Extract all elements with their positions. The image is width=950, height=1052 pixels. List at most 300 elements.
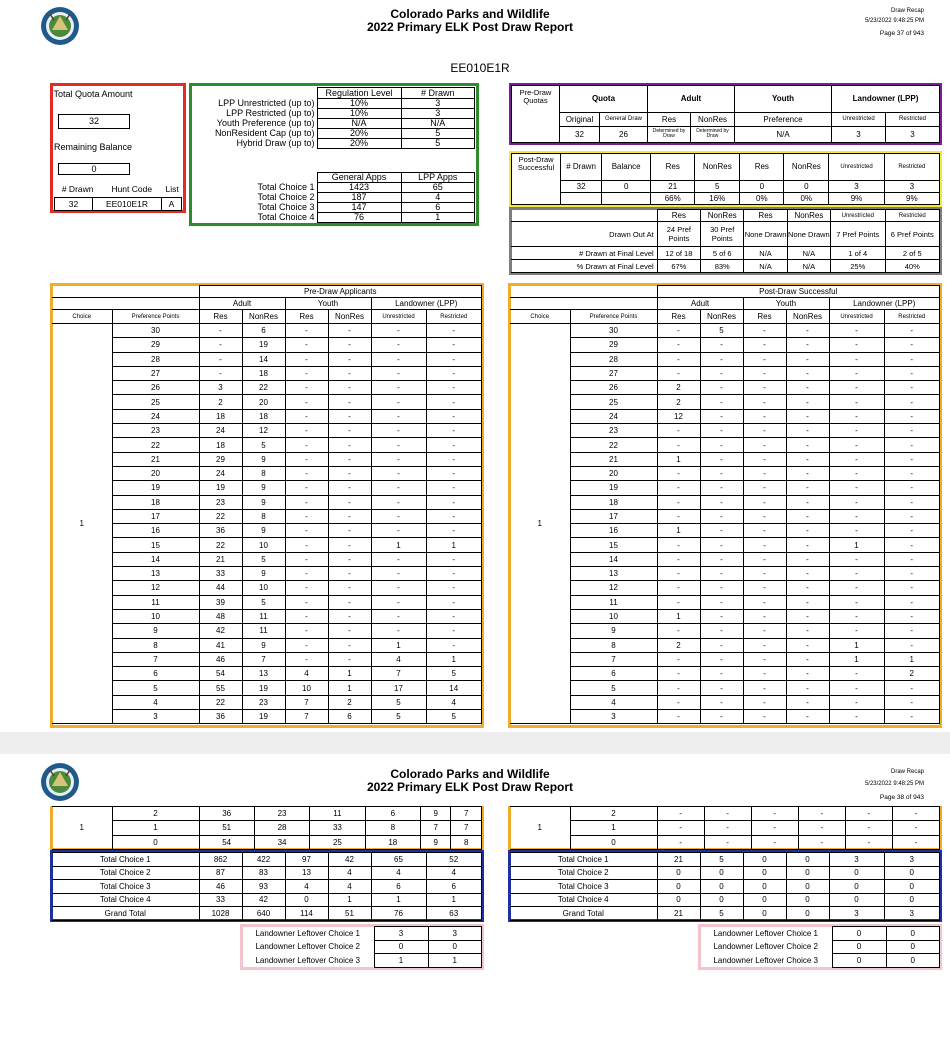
applicants-value-cell: - [285, 452, 328, 466]
successful-value-cell: - [657, 667, 700, 681]
applicants-total-value: 4 [285, 880, 328, 894]
successful-value-cell: - [845, 807, 892, 821]
applicants-total-value: 83 [242, 866, 285, 880]
nonres-header: NonRes [691, 112, 735, 126]
applicants-data-row [52, 652, 482, 666]
applicants-points-cell: 29 [112, 338, 199, 352]
applicants-total-value: 93 [242, 880, 285, 894]
regulation-label: Youth Preference (up to) [216, 118, 315, 128]
successful-value-cell: - [743, 595, 786, 609]
drawn-out-row [511, 247, 940, 260]
applicants-value-cell: 19 [199, 481, 242, 495]
successful-value-cell: 2 [657, 638, 700, 652]
applicants-total-value: 33 [199, 893, 242, 907]
applicants-value-cell: 28 [254, 821, 309, 835]
successful-value-cell: - [829, 338, 884, 352]
applicants-points-cell: 6 [112, 667, 199, 681]
successful-data-row [510, 481, 940, 495]
successful-value-cell: - [884, 452, 940, 466]
applicants-points-cell: 2 [112, 807, 199, 821]
successful-value-cell: - [884, 638, 940, 652]
applicants-total-value: 1 [328, 893, 371, 907]
applicants-value-cell: - [285, 595, 328, 609]
applicants-value-cell: 7 [285, 695, 328, 709]
successful-data-row [510, 509, 940, 523]
successful-value-cell: - [700, 481, 743, 495]
pd-h-0: # Drawn [561, 154, 602, 181]
successful-value-cell: - [786, 524, 829, 538]
regulation-label: LPP Unrestricted (up to) [218, 98, 315, 108]
applicants-cont-table [52, 806, 482, 850]
general-apps-value: 76 [317, 213, 401, 223]
applicants-value-cell: 36 [199, 807, 254, 821]
successful-value-cell: - [884, 509, 940, 523]
successful-total-value: 0 [829, 880, 884, 894]
applicants-value-cell: - [328, 438, 371, 452]
successful-total-value: 21 [657, 853, 700, 867]
regulation-table [193, 87, 475, 149]
applicants-value-cell: - [328, 552, 371, 566]
applicants-value-cell: 1 [426, 538, 482, 552]
successful-table [510, 285, 940, 724]
applicants-leftover-unres: 3 [374, 927, 428, 941]
applicants-value-cell: - [285, 366, 328, 380]
regulation-label: NonResident Cap (up to) [214, 128, 315, 138]
applicants-data-row [52, 581, 482, 595]
applicants-value-cell: - [371, 481, 426, 495]
drawn-out-value: 7 Pref Points [831, 222, 885, 247]
applicants-value-cell: - [371, 595, 426, 609]
applicants-value-cell: - [285, 395, 328, 409]
applicants-value-cell: - [285, 638, 328, 652]
applicants-value-cell: 54 [199, 835, 254, 849]
applicants-value-cell: - [371, 338, 426, 352]
successful-value-cell: - [786, 695, 829, 709]
applicants-total-value: 13 [285, 866, 328, 880]
applicants-total-value: 862 [199, 853, 242, 867]
pd-h-5: NonRes [784, 154, 829, 181]
successful-value-cell: 12 [657, 409, 700, 423]
applicants-value-cell: 9 [421, 807, 451, 821]
successful-value-cell: - [657, 652, 700, 666]
successful-totals-box [508, 850, 942, 922]
successful-total-label: Grand Total [510, 907, 657, 921]
successful-data-row [510, 807, 940, 821]
applicants-value-cell: 18 [199, 438, 242, 452]
successful-data-row [510, 710, 940, 724]
choice-apps-row [193, 213, 475, 223]
successful-value-cell: - [786, 538, 829, 552]
applicants-value-cell: 46 [199, 652, 242, 666]
applicants-points-cell: 24 [112, 409, 199, 423]
applicants-value-cell: - [426, 595, 482, 609]
successful-value-cell: - [657, 595, 700, 609]
pd-h-2: Res [651, 154, 695, 181]
applicants-value-cell: 36 [199, 710, 242, 724]
successful-value-cell: - [657, 681, 700, 695]
successful-value-cell: - [884, 552, 940, 566]
preference-header: Preference [735, 112, 832, 126]
successful-points-cell: 11 [570, 595, 657, 609]
applicants-value-cell: 10 [242, 581, 285, 595]
successful-value-cell: - [786, 424, 829, 438]
applicants-total-row [52, 853, 482, 867]
successful-value-cell: - [829, 409, 884, 423]
successful-value-cell: - [743, 638, 786, 652]
successful-leftover-restr: 0 [886, 940, 940, 954]
postdraw-cell: 3 [829, 180, 884, 192]
successful-data-row [510, 552, 940, 566]
applicants-value-cell: 9 [242, 481, 285, 495]
postdraw-cell: 9% [829, 192, 884, 204]
applicants-value-cell: 54 [199, 667, 242, 681]
applicants-value-cell: - [285, 438, 328, 452]
successful-points-cell: 4 [570, 695, 657, 709]
applicants-data-row [52, 352, 482, 366]
unrestricted-header: Unrestricted [832, 112, 886, 126]
applicants-value-cell: 5 [242, 552, 285, 566]
successful-value-cell: - [786, 509, 829, 523]
applicants-value-cell: 13 [242, 667, 285, 681]
applicants-value-cell: 19 [242, 681, 285, 695]
applicants-value-cell: 41 [199, 638, 242, 652]
app-points-header: Preference Points [112, 310, 199, 324]
drawn-out-header: Unrestricted [831, 210, 885, 222]
successful-data-row [510, 466, 940, 480]
applicants-data-row [52, 452, 482, 466]
list-header: List [165, 183, 179, 194]
successful-data-row [510, 609, 940, 623]
applicants-value-cell: - [328, 395, 371, 409]
applicants-points-cell: 9 [112, 624, 199, 638]
applicants-value-cell: 7 [451, 807, 482, 821]
successful-total-value: 0 [786, 907, 829, 921]
applicants-points-cell: 5 [112, 681, 199, 695]
applicants-data-row [52, 466, 482, 480]
successful-points-cell: 22 [570, 438, 657, 452]
successful-value-cell: 1 [657, 524, 700, 538]
applicants-value-cell: - [285, 409, 328, 423]
applicants-value-cell: - [371, 352, 426, 366]
regulation-drawn: 3 [401, 99, 475, 109]
successful-choice-value: 1 [510, 324, 570, 724]
successful-value-cell: - [657, 624, 700, 638]
successful-value-cell: - [884, 438, 940, 452]
successful-value-cell: - [892, 807, 939, 821]
successful-data-row [510, 567, 940, 581]
successful-value-cell: - [786, 567, 829, 581]
applicants-points-cell: 21 [112, 452, 199, 466]
app-choice-header: Choice [52, 310, 112, 324]
applicants-value-cell: 33 [310, 821, 365, 835]
successful-total-row [510, 880, 940, 894]
drawn-out-value: N/A [744, 247, 787, 260]
unrestricted-value: 3 [832, 126, 886, 142]
successful-data-row [510, 524, 940, 538]
successful-value-cell: - [829, 710, 884, 724]
lpp-apps-value: 65 [401, 183, 475, 193]
drawn-out-row [511, 260, 940, 273]
choice-label: Total Choice 2 [257, 192, 315, 202]
postdraw-cell: 0 [602, 180, 651, 192]
successful-data-row [510, 581, 940, 595]
successful-value-cell: - [743, 681, 786, 695]
applicants-total-value: 0 [285, 893, 328, 907]
successful-value-cell: - [798, 807, 845, 821]
successful-points-cell: 30 [570, 324, 657, 338]
successful-value-cell: - [657, 352, 700, 366]
applicants-leftover-row [242, 927, 482, 941]
applicants-value-cell: 7 [451, 821, 482, 835]
successful-value-cell: - [884, 338, 940, 352]
cpw-logo-icon [38, 6, 82, 46]
applicants-value-cell: 39 [199, 595, 242, 609]
applicants-points-cell: 11 [112, 595, 199, 609]
org-title: Colorado Parks and Wildlife [390, 7, 550, 21]
applicants-data-row [52, 567, 482, 581]
successful-value-cell: 1 [657, 452, 700, 466]
drawn-out-label: Drawn Out At [511, 222, 657, 247]
successful-value-cell: - [829, 581, 884, 595]
successful-value-cell: - [829, 695, 884, 709]
successful-total-value: 0 [700, 880, 743, 894]
successful-leftover-table [700, 926, 940, 968]
applicants-value-cell: - [328, 452, 371, 466]
successful-value-cell: - [786, 652, 829, 666]
applicants-value-cell: 36 [199, 524, 242, 538]
applicants-data-row [52, 552, 482, 566]
successful-total-value: 0 [884, 866, 940, 880]
applicants-value-cell: - [285, 609, 328, 623]
applicants-value-cell: 3 [199, 381, 242, 395]
applicants-value-cell: 21 [199, 552, 242, 566]
applicants-total-value: 51 [328, 907, 371, 921]
successful-value-cell: 1 [829, 638, 884, 652]
successful-cont-box [508, 806, 942, 851]
successful-value-cell: - [743, 381, 786, 395]
applicants-points-cell: 23 [112, 424, 199, 438]
successful-points-cell: 5 [570, 681, 657, 695]
applicants-value-cell: 1 [328, 667, 371, 681]
applicants-leftover-restr: 1 [428, 954, 482, 968]
drawn-header: # Drawn [61, 183, 94, 194]
successful-value-cell: - [700, 466, 743, 480]
successful-data-row [510, 681, 940, 695]
postdraw-cell: 0 [740, 180, 784, 192]
applicants-value-cell: - [426, 324, 482, 338]
postdraw-cell: 16% [695, 192, 740, 204]
suc-col-3: NonRes [786, 310, 829, 324]
applicants-value-cell: - [371, 495, 426, 509]
successful-value-cell: - [829, 681, 884, 695]
applicants-total-label: Grand Total [52, 907, 199, 921]
choice-label: Total Choice 3 [257, 202, 315, 212]
applicants-data-row [52, 667, 482, 681]
successful-value-cell: - [884, 538, 940, 552]
applicants-value-cell: - [285, 495, 328, 509]
suc-col-4: Unrestricted [829, 310, 884, 324]
successful-data-row [510, 652, 940, 666]
successful-value-cell: - [884, 324, 940, 338]
report-title: 2022 Primary ELK Post Draw Report [366, 20, 574, 34]
applicants-points-cell: 14 [112, 552, 199, 566]
regulation-box [189, 83, 479, 226]
applicants-value-cell: 7 [242, 652, 285, 666]
applicants-value-cell: - [328, 381, 371, 395]
applicants-value-cell: - [426, 481, 482, 495]
applicants-points-cell: 13 [112, 567, 199, 581]
drawn-out-box [509, 207, 942, 275]
applicants-value-cell: 44 [199, 581, 242, 595]
successful-value-cell: 2 [657, 395, 700, 409]
nonres-value: Determined by Draw [691, 126, 735, 142]
applicants-value-cell: 51 [199, 821, 254, 835]
successful-value-cell: - [786, 466, 829, 480]
applicants-value-cell: 9 [242, 567, 285, 581]
applicants-totals-table [52, 852, 482, 921]
applicants-data-row [52, 366, 482, 380]
app-col-1: NonRes [242, 310, 285, 324]
applicants-value-cell: - [199, 366, 242, 380]
successful-points-cell: 12 [570, 581, 657, 595]
applicants-value-cell: - [328, 595, 371, 609]
applicants-value-cell: 29 [199, 452, 242, 466]
drawn-out-value: 24 Pref Points [657, 222, 700, 247]
successful-data-row [510, 495, 940, 509]
successful-total-row [510, 893, 940, 907]
successful-value-cell: - [700, 495, 743, 509]
successful-value-cell: - [743, 438, 786, 452]
successful-value-cell: - [657, 509, 700, 523]
drawn-out-label: % Drawn at Final Level [511, 260, 657, 273]
successful-value-cell: - [743, 338, 786, 352]
successful-total-value: 0 [657, 893, 700, 907]
applicants-value-cell: - [426, 495, 482, 509]
regulation-level: 20% [317, 139, 401, 149]
applicants-total-value: 65 [371, 853, 426, 867]
applicants-value-cell: - [285, 538, 328, 552]
applicants-leftover-label: Landowner Leftover Choice 1 [242, 927, 374, 941]
successful-value-cell: - [743, 452, 786, 466]
applicants-total-value: 46 [199, 880, 242, 894]
choice-apps-row [193, 203, 475, 213]
regulation-label: LPP Restricted (up to) [226, 108, 315, 118]
successful-value-cell: - [884, 424, 940, 438]
applicants-value-cell: 6 [328, 710, 371, 724]
successful-value-cell: - [700, 624, 743, 638]
successful-value-cell: - [743, 424, 786, 438]
regulation-row [193, 129, 475, 139]
successful-value-cell: 2 [657, 381, 700, 395]
applicants-value-cell: 2 [199, 395, 242, 409]
applicants-total-value: 4 [328, 880, 371, 894]
applicants-choice-value: 1 [52, 807, 112, 850]
pd-h-3: NonRes [695, 154, 740, 181]
applicants-value-cell: 4 [371, 652, 426, 666]
applicants-value-cell: - [328, 581, 371, 595]
applicants-value-cell: - [426, 552, 482, 566]
regulation-level: 20% [317, 129, 401, 139]
suc-landowner-group: Landowner (LPP) [829, 298, 940, 310]
successful-value-cell: - [743, 366, 786, 380]
successful-total-row [510, 866, 940, 880]
applicants-value-cell: 12 [242, 424, 285, 438]
drawn-out-value: 67% [657, 260, 700, 273]
successful-value-cell: - [786, 366, 829, 380]
restricted-header: Restricted [886, 112, 940, 126]
applicants-value-cell: - [328, 509, 371, 523]
successful-value-cell: - [884, 481, 940, 495]
res-header: Res [648, 112, 691, 126]
suc-col-0: Res [657, 310, 700, 324]
successful-value-cell: - [704, 821, 751, 835]
applicants-value-cell: - [328, 638, 371, 652]
successful-total-value: 0 [884, 880, 940, 894]
successful-value-cell: - [829, 595, 884, 609]
applicants-total-value: 1028 [199, 907, 242, 921]
successful-value-cell: - [829, 395, 884, 409]
successful-value-cell: - [657, 481, 700, 495]
applicants-value-cell: - [371, 409, 426, 423]
report-title-p2: 2022 Primary ELK Post Draw Report [366, 780, 574, 794]
successful-points-cell: 9 [570, 624, 657, 638]
successful-value-cell: - [829, 466, 884, 480]
successful-value-cell: - [786, 681, 829, 695]
successful-total-value: 0 [743, 907, 786, 921]
postdraw-percent-row [512, 192, 940, 204]
successful-points-cell: 2 [570, 807, 657, 821]
applicants-leftover-restr: 3 [428, 927, 482, 941]
successful-value-cell: - [884, 395, 940, 409]
applicants-value-cell: 18 [199, 409, 242, 423]
applicants-total-value: 1 [371, 893, 426, 907]
applicants-data-row [52, 338, 482, 352]
drawn-out-value: 40% [885, 260, 940, 273]
successful-value-cell: - [892, 835, 939, 849]
applicants-value-cell: - [199, 352, 242, 366]
applicants-points-cell: 19 [112, 481, 199, 495]
successful-value-cell: - [657, 821, 704, 835]
applicants-value-cell: - [426, 624, 482, 638]
applicants-points-cell: 25 [112, 395, 199, 409]
applicants-value-cell: - [328, 481, 371, 495]
successful-value-cell: - [751, 807, 798, 821]
applicants-value-cell: 5 [242, 595, 285, 609]
app-adult-group: Adult [199, 298, 285, 310]
successful-value-cell: 5 [700, 324, 743, 338]
regulation-level-header: Regulation Level [317, 88, 401, 99]
regulation-row [193, 119, 475, 129]
postdraw-cell [602, 192, 651, 204]
applicants-value-cell: 25 [310, 835, 365, 849]
successful-leftover-unres: 0 [832, 927, 886, 941]
applicants-value-cell: - [426, 509, 482, 523]
successful-data-row [510, 452, 940, 466]
hunt-code-values [54, 197, 182, 211]
applicants-data-row [52, 821, 482, 835]
report-page-2 [0, 754, 950, 1052]
applicants-leftover-unres: 1 [374, 954, 428, 968]
successful-total-value: 0 [743, 866, 786, 880]
applicants-value-cell: - [328, 567, 371, 581]
successful-value-cell: - [700, 452, 743, 466]
successful-value-cell: - [829, 438, 884, 452]
adult-group: Adult [648, 86, 735, 113]
applicants-value-cell: 18 [242, 409, 285, 423]
successful-total-value: 3 [829, 907, 884, 921]
successful-value-cell: - [743, 495, 786, 509]
general-draw-value: 26 [600, 126, 648, 142]
